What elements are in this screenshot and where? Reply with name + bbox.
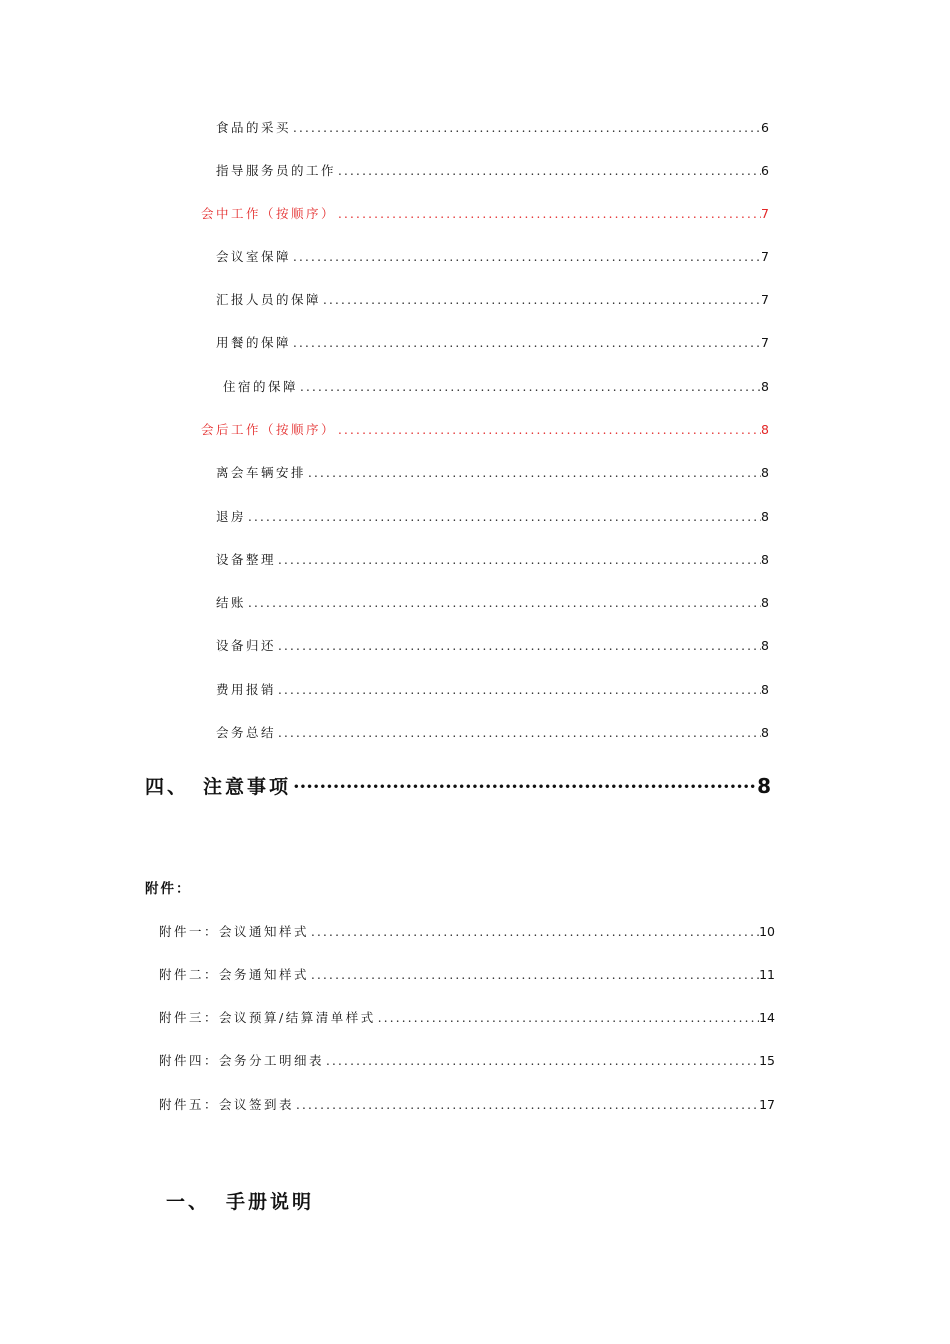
chapter-title: 手册说明 bbox=[226, 1191, 315, 1213]
toc-entry[interactable] bbox=[216, 161, 769, 179]
dot-leader bbox=[291, 250, 761, 264]
toc-entry-label: 住宿的保障 bbox=[223, 379, 299, 394]
toc-entry[interactable] bbox=[216, 507, 769, 525]
attachment-page: 10 bbox=[759, 924, 775, 939]
toc-entry-page: 8 bbox=[761, 595, 769, 610]
dot-leader bbox=[291, 121, 761, 135]
dot-leader bbox=[276, 553, 761, 567]
attachment-page: 17 bbox=[759, 1097, 775, 1112]
attachment-page: 15 bbox=[759, 1053, 775, 1068]
attachment-entry[interactable] bbox=[159, 922, 775, 940]
dot-leader bbox=[309, 925, 759, 939]
toc-entry[interactable] bbox=[216, 247, 769, 265]
attachment-label: 附件二：会务通知样式 bbox=[159, 967, 310, 982]
toc-entry-page: 8 bbox=[761, 379, 769, 394]
toc-entry[interactable] bbox=[216, 593, 769, 611]
toc-section-page: 7 bbox=[761, 206, 769, 221]
toc-section-page: 8 bbox=[761, 422, 769, 437]
toc-section-label: 会后工作（按顺序） bbox=[201, 422, 337, 437]
toc-entry[interactable] bbox=[216, 550, 769, 568]
dot-leader bbox=[321, 293, 761, 307]
toc-entry-page: 7 bbox=[761, 292, 769, 307]
toc-entry[interactable] bbox=[216, 290, 769, 308]
toc-entry-label: 会务总结 bbox=[216, 725, 277, 740]
dot-leader bbox=[336, 423, 761, 437]
toc-entry-page: 6 bbox=[761, 163, 769, 178]
dot-leader bbox=[336, 164, 761, 178]
toc-entry[interactable] bbox=[216, 636, 769, 654]
toc-entry-label: 汇报人员的保障 bbox=[216, 292, 322, 307]
toc-entry[interactable] bbox=[216, 333, 769, 351]
dot-leader bbox=[276, 639, 761, 653]
dot-leader bbox=[294, 1098, 759, 1112]
attachment-page: 11 bbox=[759, 967, 775, 982]
dot-leader bbox=[276, 726, 761, 740]
attachment-label: 附件一：会议通知样式 bbox=[159, 924, 310, 939]
toc-entry-label: 会议室保障 bbox=[216, 249, 292, 264]
toc-entry[interactable] bbox=[216, 723, 769, 741]
attachment-entry[interactable] bbox=[159, 1095, 775, 1113]
toc-entry-label: 食品的采买 bbox=[216, 120, 292, 135]
attachment-entry[interactable] bbox=[159, 1051, 775, 1069]
toc-section-entry[interactable] bbox=[201, 204, 769, 222]
toc-major-entry[interactable] bbox=[145, 772, 771, 799]
chapter-number: 一、 bbox=[166, 1191, 211, 1213]
toc-entry-page: 8 bbox=[761, 509, 769, 524]
toc-entry-page: 8 bbox=[761, 682, 769, 697]
toc-entry-page: 7 bbox=[761, 249, 769, 264]
chapter-heading bbox=[166, 1187, 314, 1214]
toc-section-entry[interactable] bbox=[201, 420, 769, 438]
dot-leader bbox=[336, 207, 761, 221]
dot-leader bbox=[298, 380, 761, 394]
toc-entry-label: 离会车辆安排 bbox=[216, 465, 307, 480]
toc-major-label: 注意事项 bbox=[203, 776, 292, 798]
toc-major-number: 四、 bbox=[145, 776, 190, 798]
attachment-label: 附件五：会议签到表 bbox=[159, 1097, 295, 1112]
attachment-page: 14 bbox=[759, 1010, 775, 1025]
toc-entry-page: 8 bbox=[761, 552, 769, 567]
toc-entry-page: 8 bbox=[761, 465, 769, 480]
toc-entry-page: 8 bbox=[761, 638, 769, 653]
toc-entry[interactable] bbox=[223, 377, 769, 395]
toc-entry[interactable] bbox=[216, 118, 769, 136]
dot-leader bbox=[276, 683, 761, 697]
toc-entry-label: 指导服务员的工作 bbox=[216, 163, 337, 178]
toc-entry-label: 设备归还 bbox=[216, 638, 277, 653]
toc-entry[interactable] bbox=[216, 680, 769, 698]
toc-entry-page: 7 bbox=[761, 335, 769, 350]
toc-entry-label: 退房 bbox=[216, 509, 247, 524]
dot-leader bbox=[291, 776, 757, 798]
dot-leader bbox=[306, 466, 761, 480]
toc-section-label: 会中工作（按顺序） bbox=[201, 206, 337, 221]
attachment-label: 附件三：会议预算/结算清单样式 bbox=[159, 1010, 376, 1025]
toc-entry-label: 费用报销 bbox=[216, 682, 277, 697]
attachment-entry[interactable] bbox=[159, 1008, 775, 1026]
dot-leader bbox=[246, 510, 761, 524]
toc-major-page: 8 bbox=[757, 774, 771, 798]
dot-leader bbox=[309, 968, 759, 982]
toc-entry-label: 用餐的保障 bbox=[216, 335, 292, 350]
dot-leader bbox=[291, 336, 761, 350]
toc-entry[interactable] bbox=[216, 463, 769, 481]
toc-entry-page: 8 bbox=[761, 725, 769, 740]
toc-entry-page: 6 bbox=[761, 120, 769, 135]
dot-leader bbox=[376, 1011, 759, 1025]
attachment-label: 附件四：会务分工明细表 bbox=[159, 1053, 325, 1068]
toc-entry-label: 结账 bbox=[216, 595, 247, 610]
attachment-entry[interactable] bbox=[159, 965, 775, 983]
attachments-heading: 附件： bbox=[145, 881, 192, 897]
dot-leader bbox=[246, 596, 761, 610]
dot-leader bbox=[324, 1054, 759, 1068]
toc-entry-label: 设备整理 bbox=[216, 552, 277, 567]
